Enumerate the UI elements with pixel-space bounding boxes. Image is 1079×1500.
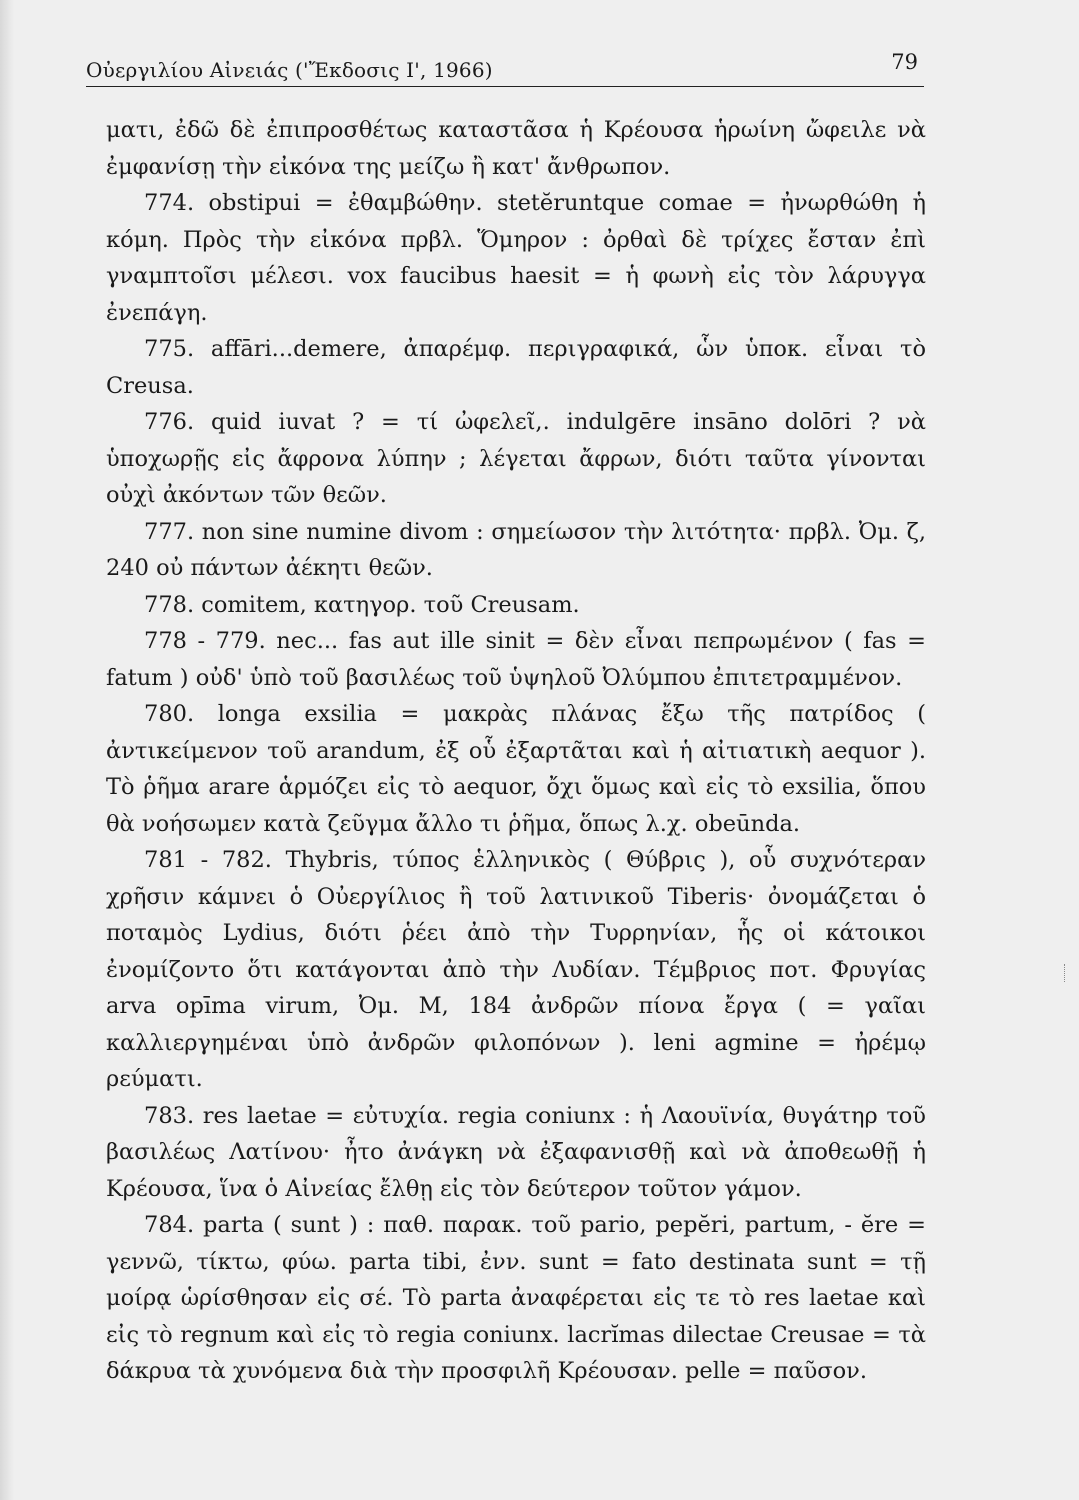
commentary-body (106, 112, 926, 1384)
paragraph-continuation: ματι, ἐδῶ δὲ ἐπιπροσθέτως καταστᾶσα ἡ Κρέουσα ἡρωίνη ὤφειλε νὰ ἐμφανίσῃ τὴν εἰκόνα της μείζω ἢ κατ' ἄνθρωπον. (106, 117, 926, 180)
note-780: 780. longa exsilia = μακρὰς πλάνας ἔξω τῆς πατρίδος ( ἀντικείμενον τοῦ arandum, ἐξ οὗ ἐξαρτᾶται καὶ ἡ αἰτιατικὴ aequor ). Τὸ ῥῆμα arare ἁρμόζει εἰς τὸ aequor, ὄχι ὅμως καὶ εἰς τὸ exsilia, ὅπου θὰ νοήσωμεν κατὰ ζεῦγμα ἄλλο τι ῥῆμα, ὅπως λ.χ. obeūnda. (106, 701, 926, 837)
page-number: 79 (891, 50, 918, 74)
note-777: 777. non sine numine divom : σημείωσον τὴν λιτότητα· πρβλ. Ὀμ. ζ, 240 οὐ πάντων ἀέκητι θεῶν. (106, 518, 926, 581)
running-title: Οὐεργιλίου Αἰνειάς ('Ἔκδοσις Ι', 1966) (86, 58, 493, 82)
note-783: 783. res laetae = εὐτυχία. regia coniunx : ἡ Λαουϊνία, θυγάτηρ τοῦ βασιλέως Λατίνου· ἦτο ἀνάγκη νὰ ἐξαφανισθῇ καὶ νὰ ἀποθεωθῇ ἡ Κρέουσα, ἵνα ὁ Αἰνείας ἔλθῃ εἰς τὸν δεύτερον τοῦτον γάμον. (106, 1102, 926, 1202)
page-header (86, 46, 924, 87)
note-784: 784. parta ( sunt ) : παθ. παρακ. τοῦ pario, pepĕri, partum, - ĕre = γεννῶ, τίκτω, φύω. parta tibi, ἐνν. sunt = fato destinata sunt = τῇ μοίρᾳ ὡρίσθησαν εἰς σέ. Τὸ parta ἀναφέρεται εἰς τε τὸ res laetae καὶ εἰς τὸ regnum καὶ εἰς τὸ regia coniunx. lacrĭmas dilectae Creusae = τὰ δάκρυα τὰ χυνόμενα διὰ τὴν προσφιλῆ Κρέουσαν. pelle = παῦσον. (106, 1212, 926, 1384)
note-776: 776. quid iuvat ? = τί ὠφελεῖ,. indulgēre insāno dolōri ? νὰ ὑποχωρῇς εἰς ἄφρονα λύπην ; λέγεται ἄφρων, διότι ταῦτα γίνονται οὐχὶ ἀκόντων τῶν θεῶν. (106, 409, 926, 508)
note-781-782: 781 - 782. Thybris, τύπος ἑλληνικὸς ( Θύβρις ), οὗ συχνότεραν χρῆσιν κάμνει ὁ Οὐεργίλιος ἢ τοῦ λατινικοῦ Tiberis· ὀνομάζεται ὁ ποταμὸς Lydius, διότι ῥέει ἀπὸ τὴν Τυρρηνίαν, ἧς οἱ κάτοικοι ἐνομίζοντο ὅτι κατάγονται ἀπὸ τὴν Λυδίαν. Τέμβριος ποτ. Φρυγίας arva opīma virum, Ὀμ. Μ, 184 ἀνδρῶν πίονα ἔργα ( = γαῖαι καλλιεργημέναι ὑπὸ ἀνδρῶν φιλοπόνων ). leni agmine = ἠρέμῳ ρεύματι. (106, 847, 926, 1092)
note-774: 774. obstipui = ἐθαμβώθην. stetĕruntque comae = ἠνωρθώθη ἡ κόμη. Πρὸς τὴν εἰκόνα πρβλ. Ὅμηρον : ὀρθαὶ δὲ τρίχες ἔσταν ἐπὶ γναμπτοῖσι μέλεσι. vox faucibus haesit = ἡ φωνὴ εἰς τὸν λάρυγγα ἐνεπάγη. (106, 190, 926, 326)
margin-mark (1064, 964, 1069, 982)
note-775: 775. affāri...demere, ἀπαρέμφ. περιγραφικά, ὧν ὑποκ. εἶναι τὸ Creusa. (106, 336, 926, 399)
page-gutter-shadow (0, 0, 14, 1500)
note-778-779: 778 - 779. nec... fas aut ille sinit = δὲν εἶναι πεπρωμένον ( fas = fatum ) οὐδ' ὑπὸ τοῦ βασιλέως τοῦ ὑψηλοῦ Ὀλύμπου ἐπιτετραμμένον. (106, 628, 926, 691)
note-778: 778. comitem, κατηγορ. τοῦ Creusam. (144, 591, 580, 618)
